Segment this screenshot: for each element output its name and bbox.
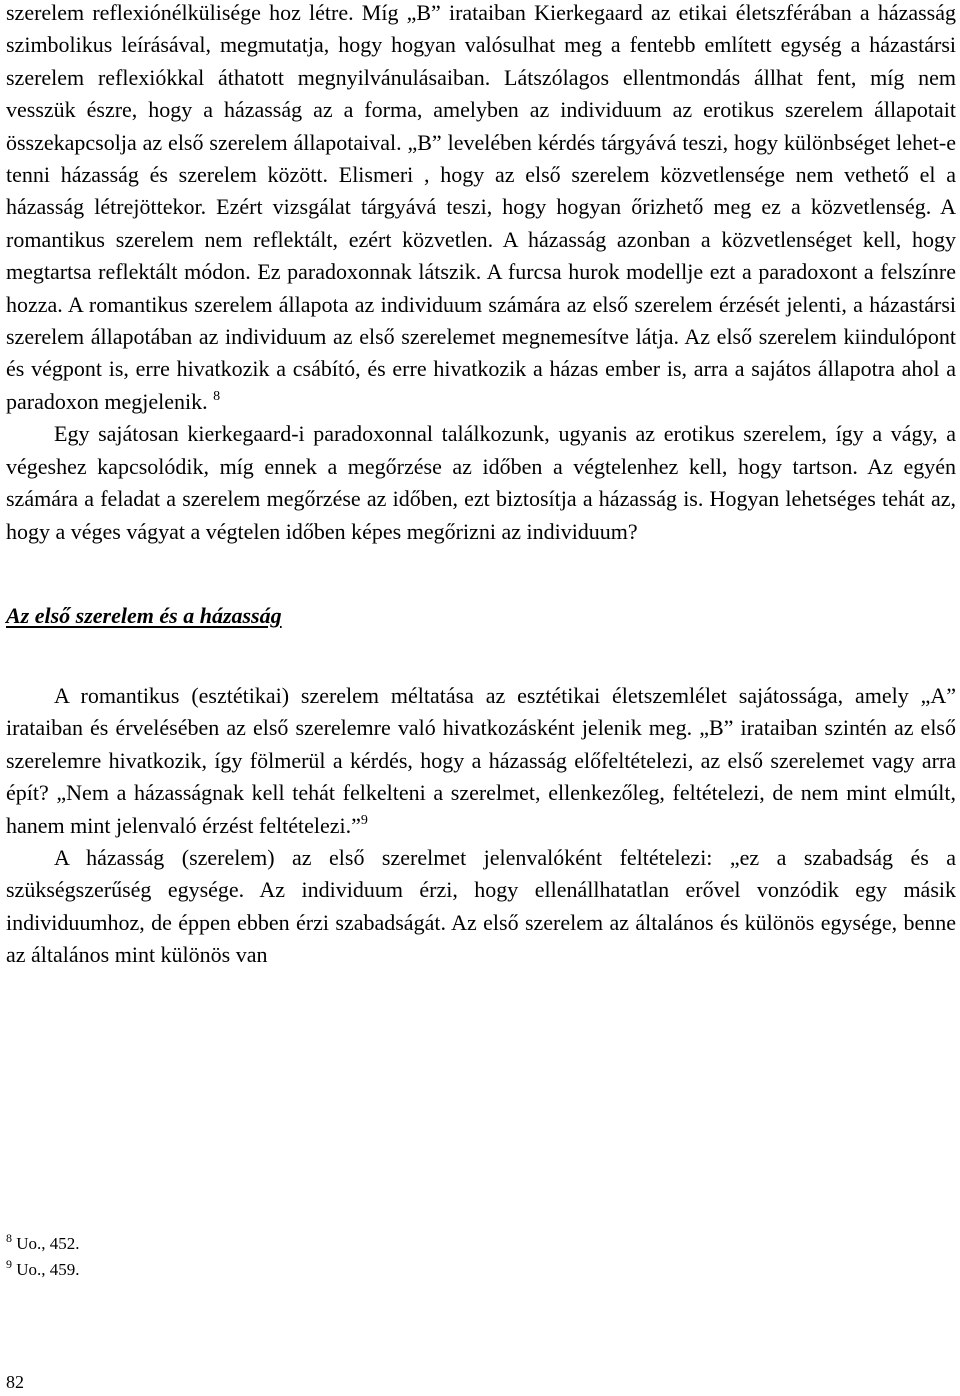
footnote-text: Uo., 459. [16, 1260, 80, 1279]
paragraph-romantic-love [6, 680, 956, 842]
footnote-number: 8 [6, 1231, 12, 1245]
footnote-number: 9 [6, 1257, 12, 1271]
section-heading: Az első szerelem és a házasság [6, 602, 282, 628]
footnote-item [6, 1231, 80, 1257]
footnote-item [6, 1257, 80, 1283]
footnote-reference[interactable]: 8 [213, 388, 221, 404]
paragraph-text: A romantikus (esztétikai) szerelem méltatása az esztétikai életszemlélet sajátossága, amely „A” irataiban és érvelésében az első szerelemre való hivatkozásként jelenik meg. „B” irataiban szintén az első szerelemre hivatkozik, így fölmerül a kérdés, hogy a házasság előfeltételezi, az első szerelemet vagy arra épít? „Nem a házasságnak kell tehát felkelteni a szerelmet, ellenkezőleg, feltételezi, de nem mint elmúlt, hanem mint jelenvaló érzést feltételezi.” [6, 682, 956, 838]
footnote-reference[interactable]: 9 [360, 812, 368, 828]
paragraph-paradox [6, 418, 956, 548]
paragraph-text: szerelem reflexiónélkülisége hoz létre. Míg „B” irataiban Kierkegaard az etikai életszférában a házasság szimbolikus leírásával, megmutatja, hogy hogyan valósulhat meg a fentebb említett egység a házastársi szerelem reflexiókkal áthatott megnyilvánulásaiban. Látszólagos ellentmondás állhat fent, míg nem vesszük észre, hogy a házasság az a forma, amelyben az individuum az erotikus szerelem állapotait összekapcsolja az első szerelem állapotaival. „B” levelében kérdés tárgyává teszi, hogy különbséget lehet-e tenni házasság és szerelem között. Elismeri , hogy az első szerelem közvetlensége nem vethető el a házasság létrejöttekor. Ezért vizsgálat tárgyává teszi, hogy hogyan őrizhető meg ez a közvetlenség. A romantikus szerelem nem reflektált, ezért közvetlen. A házasság azonban a közvetlenséget kell, hogy megtartsa reflektált módon. Ez paradoxonnak látszik. A furcsa hurok modellje ezt a paradoxont a felszínre hozza. A romantikus szerelem állapota az individuum számára az első szerelem érzését jelenti, a házastársi szerelem állapotában az individuum az első szerelemet megnemesítve látja. Az első szerelem kiindulópont és végpont is, erre hivatkozik a csábító, és erre hivatkozik a házas ember is, arra a sajátos állapotra ahol a paradoxon megjelenik. [6, 0, 956, 414]
footnote-text: Uo., 452. [16, 1234, 80, 1253]
page-body [6, 0, 956, 972]
footnotes [6, 1231, 80, 1283]
paragraph-marriage [6, 842, 956, 972]
paragraph-text: Egy sajátosan kierkegaard-i paradoxonnal találkozunk, ugyanis az erotikus szerelem, így a vágy, a végeshez kapcsolódik, míg ennek a megőrzése az időben a végtelenhez kell, hogy tartson. Az egyén számára a feladat a szerelem megőrzése az időben, ezt biztosítja a házasság is. Hogyan lehetséges tehát az, hogy a véges vágyat a végtelen időben képes megőrizni az individuum? [6, 421, 956, 544]
paragraph-continuation [6, 0, 956, 418]
page-number: 82 [6, 1372, 24, 1392]
paragraph-text: A házasság (szerelem) az első szerelmet jelenvalóként feltételezi: „ez a szabadság és a szükségszerűség egysége. Az individuum érzi, hogy ellenállhatatlan erővel vonzódik egy másik individuumhoz, de éppen ebben érzi szabadságát. Az első szerelem az általános és különös egysége, benne az általános mint különös van [6, 844, 956, 968]
